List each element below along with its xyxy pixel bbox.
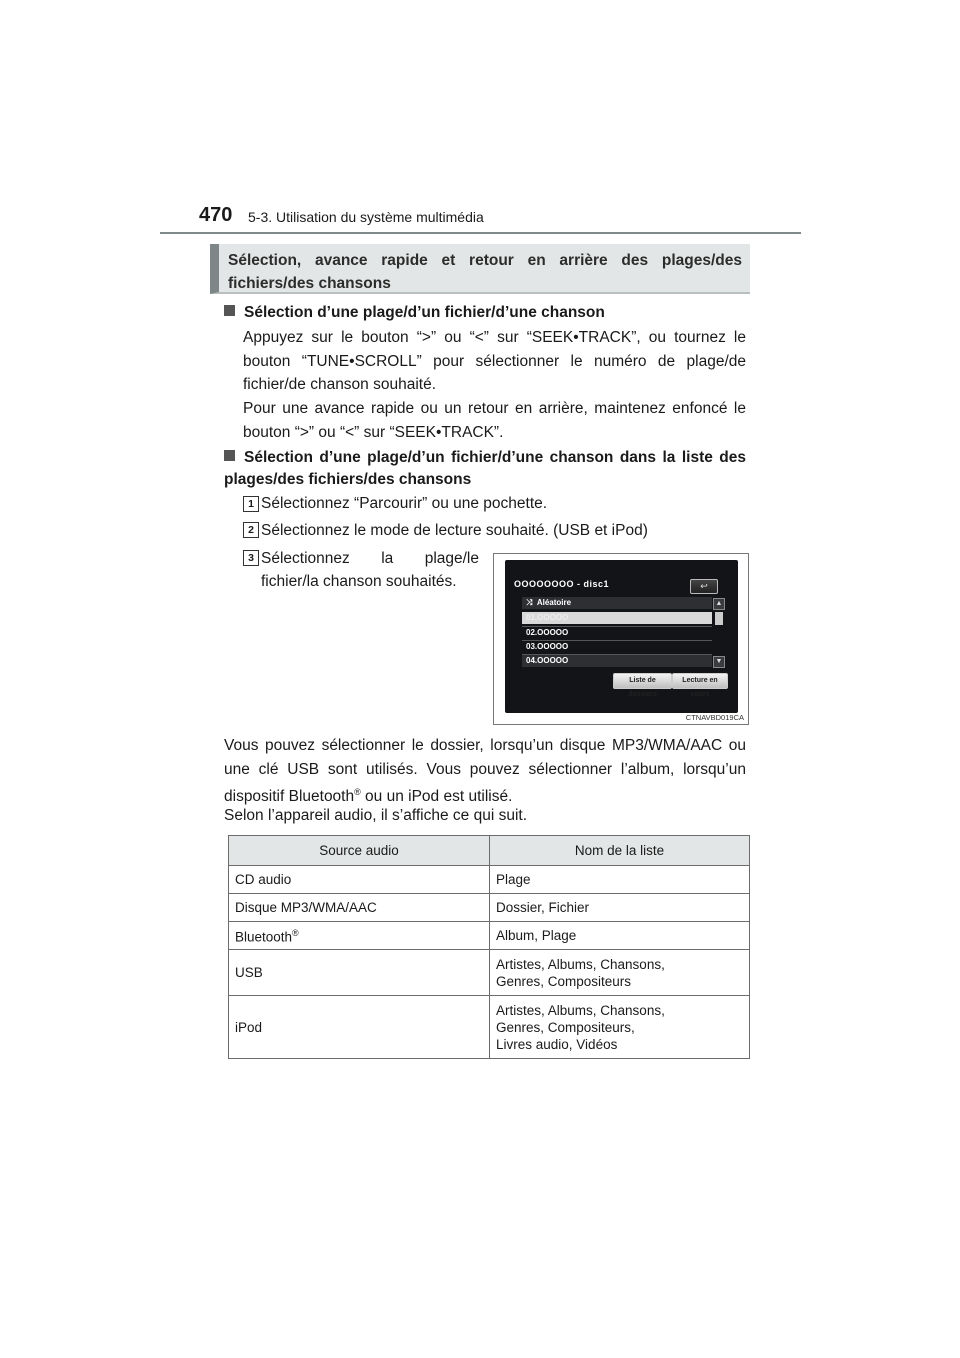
table-row	[229, 922, 750, 950]
shuffle-icon: ⤨	[526, 598, 533, 607]
square-bullet-icon	[224, 450, 235, 461]
cell-list-name: Artistes, Albums, Chansons, Genres, Compositeurs	[490, 950, 750, 996]
cell-list-name: Album, Plage	[490, 922, 750, 950]
table-row	[229, 996, 750, 1059]
screenshot-figure	[493, 553, 749, 725]
cell-source: Disque MP3/WMA/AAC	[229, 894, 490, 922]
step-text: Sélectionnez le mode de lecture souhaité. (USB et iPod)	[261, 522, 648, 539]
column-header-source: Source audio	[229, 836, 490, 866]
square-bullet-icon	[224, 305, 235, 316]
cell-source: CD audio	[229, 866, 490, 894]
arrow-down-icon: ▼	[715, 658, 723, 665]
page-number: 470	[199, 204, 233, 226]
chapter-title: 5-3. Utilisation du système multimédia	[248, 209, 484, 225]
cell-list-name: Artistes, Albums, Chansons, Genres, Compositeurs, Livres audio, Vidéos	[490, 996, 750, 1059]
cell-list-name: Dossier, Fichier	[490, 894, 750, 922]
track-row[interactable]: 03.OOOOO	[526, 642, 569, 651]
image-code: CTNAVBD019CA	[685, 713, 744, 722]
paragraph-display-info: Selon l’appareil audio, il s’affiche ce qui suit.	[224, 807, 528, 824]
step-number: 1	[243, 496, 259, 512]
step-text: Sélectionnez “Parcourir” ou une pochette.	[261, 495, 548, 512]
arrow-up-icon: ▲	[715, 600, 723, 607]
section-title: Sélection, avance rapide et retour en arrière des plages/des fichiers/des chansons	[210, 244, 750, 294]
header-divider	[160, 232, 801, 234]
step-number: 2	[243, 522, 259, 538]
shuffle-row[interactable]: ⤨ Aléatoire	[522, 597, 712, 609]
step-text-line1: Sélectionnez la plage/le	[261, 550, 479, 567]
step-text-line2: fichier/la chanson souhaités.	[261, 573, 457, 590]
scrollbar-thumb[interactable]	[715, 612, 723, 625]
scroll-up-button[interactable]	[713, 598, 725, 610]
paragraph-fast-forward: Pour une avance rapide ou un retour en arrière, maintenez enfoncé le bouton “>” ou “<” sur “SEEK•TRACK”.	[243, 400, 746, 441]
step-number: 3	[243, 550, 259, 566]
cell-source: USB	[229, 950, 490, 996]
column-header-list-name: Nom de la liste	[490, 836, 750, 866]
table-row	[229, 866, 750, 894]
track-row[interactable]: 04.OOOOO	[522, 655, 712, 667]
table-row	[229, 950, 750, 996]
track-row[interactable]: 02.OOOOO	[526, 628, 569, 637]
cell-source: Bluetooth®	[229, 922, 490, 950]
table-header-row	[229, 836, 750, 866]
now-playing-button[interactable]: Lecture en cours	[672, 673, 728, 689]
subheading-select-from-list: Sélection d’une plage/d’un fichier/d’une chanson dans la liste des plages/des fichiers/des chansons	[224, 449, 746, 488]
folder-list-button[interactable]: Liste de dossiers	[613, 673, 672, 689]
cell-list-name: Plage	[490, 866, 750, 894]
audio-source-table	[228, 835, 750, 1059]
subheading-select-track: Sélection d’une plage/d’un fichier/d’une chanson	[224, 302, 746, 324]
track-row[interactable]: 01.OOOOO	[522, 612, 712, 624]
back-button[interactable]	[690, 579, 718, 594]
return-arrow-icon: ↩	[700, 581, 708, 591]
cell-source: iPod	[229, 996, 490, 1059]
table-row	[229, 894, 750, 922]
screen-title: OOOOOOOO - disc1	[514, 579, 610, 589]
paragraph-folder-select: Vous pouvez sélectionner le dossier, lorsqu’un disque MP3/WMA/AAC ou une clé USB sont utilisés. Vous pouvez sélectionner l’album, lorsqu’un dispositif Bluetooth® ou un iPod est utilisé.	[224, 737, 746, 806]
multimedia-screen	[505, 560, 738, 713]
paragraph-select-track: Appuyez sur le bouton “>” ou “<” sur “SEEK•TRACK”, ou tournez le bouton “TUNE•SCROLL” pour sélectionner le numéro de plage/de fichier/de chanson souhaité.	[243, 329, 746, 393]
scroll-down-button[interactable]	[713, 656, 725, 668]
